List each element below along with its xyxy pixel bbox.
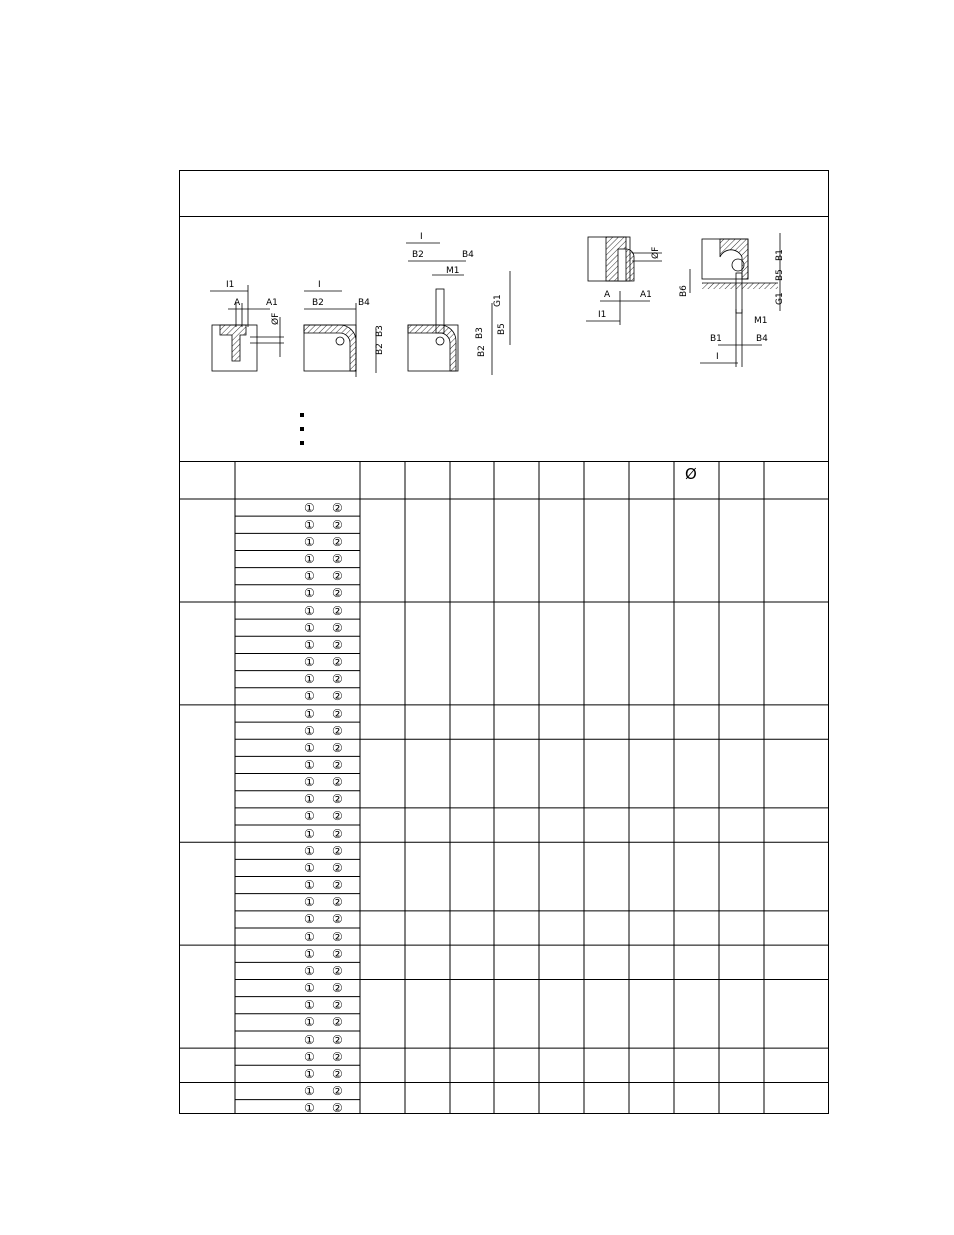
row-marker-2: ② (332, 826, 343, 841)
row-marker-2: ② (332, 500, 343, 515)
row-marker-2: ② (332, 757, 343, 772)
label-fig4-0: ØF (651, 246, 661, 259)
label-fig2-4: B3 (375, 325, 385, 337)
row-marker-2: ② (332, 655, 343, 670)
row-marker-2: ② (332, 552, 343, 567)
row-marker-1: ① (304, 912, 315, 927)
row-marker-1: ① (304, 843, 315, 858)
row-marker-1: ① (304, 963, 315, 978)
label-fig1-0: I1 (226, 280, 235, 290)
label-fig2-1: B2 (312, 298, 324, 308)
row-marker-1: ① (304, 723, 315, 738)
row-marker-2: ② (332, 878, 343, 893)
row-marker-2: ② (332, 998, 343, 1013)
label-fig5-1: B5 (775, 269, 785, 281)
label-fig1-1: A (234, 298, 241, 308)
label-fig5-6: B4 (756, 334, 768, 344)
row-marker-2: ② (332, 1032, 343, 1047)
row-marker-2: ② (332, 569, 343, 584)
row-marker-2: ② (332, 895, 343, 910)
row-marker-2: ② (332, 637, 343, 652)
label-fig3-3: M1 (446, 266, 460, 276)
row-marker-1: ① (304, 500, 315, 515)
row-marker-2: ② (332, 723, 343, 738)
label-fig5-2: B6 (679, 285, 689, 297)
row-marker-1: ① (304, 586, 315, 601)
row-marker-2: ② (332, 981, 343, 996)
label-fig3-0: I (420, 232, 423, 242)
row-marker-2: ② (332, 929, 343, 944)
row-marker-2: ② (332, 517, 343, 532)
row-marker-1: ① (304, 826, 315, 841)
row-marker-2: ② (332, 586, 343, 601)
row-marker-1: ① (304, 1066, 315, 1081)
row-marker-1: ① (304, 792, 315, 807)
row-marker-2: ② (332, 843, 343, 858)
row-marker-1: ① (304, 1015, 315, 1030)
row-marker-1: ① (304, 517, 315, 532)
label-fig3-6: B5 (497, 323, 507, 335)
label-fig4-2: A1 (640, 290, 652, 300)
label-fig3-2: B4 (462, 250, 474, 260)
row-marker-1: ① (304, 775, 315, 790)
label-fig5-5: B1 (710, 334, 722, 344)
row-marker-1: ① (304, 929, 315, 944)
row-marker-2: ② (332, 809, 343, 824)
row-marker-2: ② (332, 672, 343, 687)
label-fig3-4: G1 (493, 294, 503, 307)
label-fig5-0: B1 (775, 249, 785, 261)
label-fig4-1: A (604, 290, 611, 300)
row-marker-1: ① (304, 672, 315, 687)
row-marker-1: ① (304, 860, 315, 875)
row-marker-1: ① (304, 1101, 315, 1116)
row-marker-2: ② (332, 963, 343, 978)
row-marker-1: ① (304, 981, 315, 996)
row-marker-1: ① (304, 946, 315, 961)
specs-table (180, 171, 830, 1115)
row-marker-1: ① (304, 620, 315, 635)
row-marker-1: ① (304, 569, 315, 584)
row-marker-1: ① (304, 603, 315, 618)
row-marker-1: ① (304, 637, 315, 652)
label-fig2-3: B2 (375, 343, 385, 355)
row-marker-2: ② (332, 534, 343, 549)
row-marker-2: ② (332, 912, 343, 927)
label-fig5-4: M1 (754, 316, 768, 326)
row-marker-1: ① (304, 552, 315, 567)
row-marker-1: ① (304, 757, 315, 772)
row-marker-1: ① (304, 534, 315, 549)
row-marker-1: ① (304, 895, 315, 910)
diameter-symbol: Ø (685, 465, 697, 483)
row-marker-2: ② (332, 689, 343, 704)
row-marker-2: ② (332, 620, 343, 635)
row-marker-1: ① (304, 706, 315, 721)
label-fig3-5: B3 (475, 327, 485, 339)
label-fig5-3: G1 (775, 292, 785, 305)
row-marker-2: ② (332, 1049, 343, 1064)
row-marker-2: ② (332, 775, 343, 790)
label-fig2-2: B4 (358, 298, 370, 308)
row-marker-2: ② (332, 792, 343, 807)
row-marker-2: ② (332, 860, 343, 875)
row-marker-2: ② (332, 706, 343, 721)
row-marker-2: ② (332, 1101, 343, 1116)
label-fig1-2: A1 (266, 298, 278, 308)
row-marker-1: ① (304, 809, 315, 824)
row-marker-2: ② (332, 1015, 343, 1030)
label-fig3-1: B2 (412, 250, 424, 260)
row-marker-2: ② (332, 740, 343, 755)
label-fig2-0: I (318, 280, 321, 290)
row-marker-1: ① (304, 689, 315, 704)
row-marker-1: ① (304, 655, 315, 670)
row-marker-1: ① (304, 1032, 315, 1047)
label-fig3-7: B2 (477, 345, 487, 357)
label-fig4-3: I1 (598, 310, 607, 320)
row-marker-1: ① (304, 998, 315, 1013)
row-marker-2: ② (332, 1084, 343, 1099)
row-marker-2: ② (332, 1066, 343, 1081)
row-marker-1: ① (304, 1049, 315, 1064)
label-fig1-3: ØF (271, 312, 281, 325)
data-sheet (179, 170, 829, 1114)
row-marker-2: ② (332, 946, 343, 961)
row-marker-1: ① (304, 740, 315, 755)
label-fig5-7: I (716, 352, 719, 362)
row-marker-1: ① (304, 878, 315, 893)
row-marker-2: ② (332, 603, 343, 618)
row-marker-1: ① (304, 1084, 315, 1099)
